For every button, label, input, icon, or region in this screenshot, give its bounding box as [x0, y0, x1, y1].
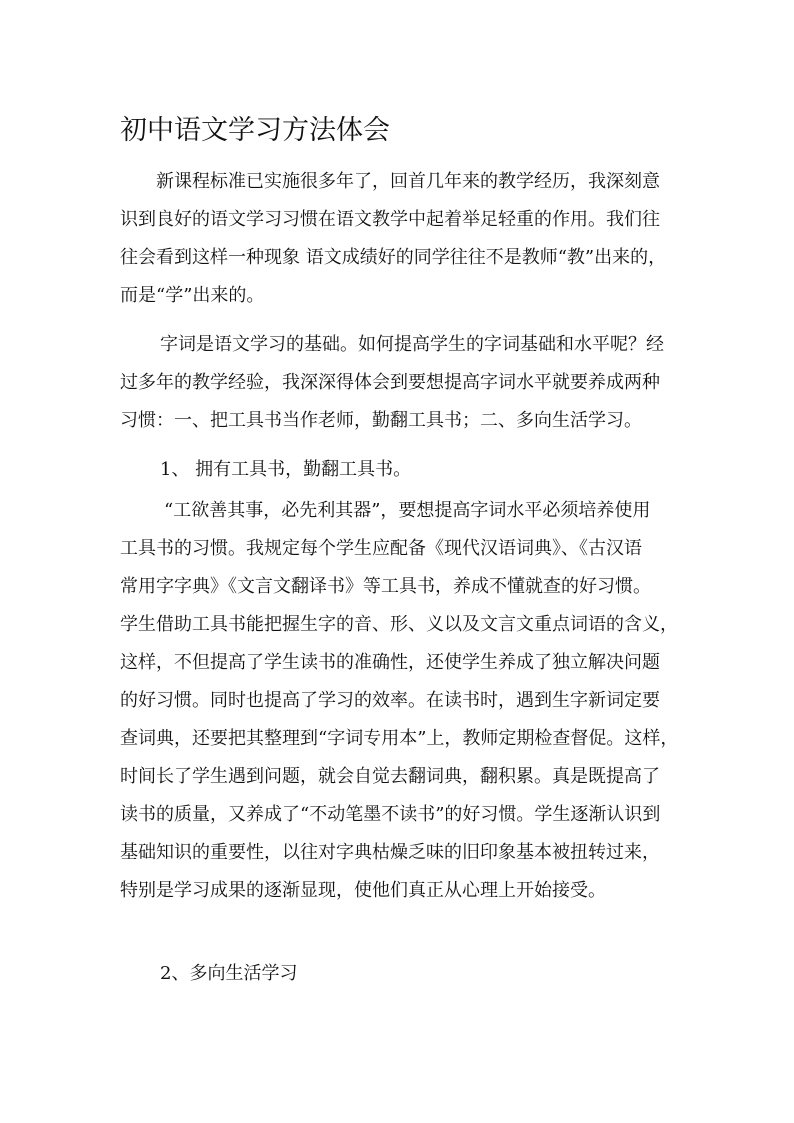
- text-line: 字词是语文学习的基础。如何提高学生的字词基础和水平呢？经: [160, 334, 664, 355]
- paragraph-intro: [120, 163, 680, 315]
- text-line: 新课程标准已实施很多年了，回首几年来的教学经历，我深刻意: [156, 171, 660, 192]
- text-line: 读书的质量，又养成了“不动笔墨不读书”的好习惯。学生逐渐认识到: [120, 804, 661, 825]
- paragraph-vocabulary: [120, 326, 680, 440]
- text-line: 工具书的习惯。我规定每个学生应配备《现代汉语词典》、《古汉语: [120, 538, 642, 559]
- paragraph-reference-books: [120, 492, 680, 910]
- text-line: 而是“学”出来的。: [120, 285, 265, 306]
- text-line: 常用字字典》《文言文翻译书》等工具书，养成不懂就查的好习惯。: [120, 576, 651, 597]
- text-line: 特别是学习成果的逐渐显现，使他们真正从心理上开始接受。: [120, 880, 606, 901]
- text-line: 的好习惯。同时也提高了学习的效率。在读书时，遇到生字新词定要: [120, 690, 660, 711]
- document-title: 初中语文学习方法体会: [120, 115, 390, 146]
- text-line: “工欲善其事，必先利其器”，要想提高字词水平必须培养使用: [164, 500, 651, 521]
- text-line: 习惯：一、把工具书当作老师，勤翻工具书；二、多向生活学习。: [120, 410, 642, 431]
- section-heading-1: [120, 451, 680, 489]
- section-heading-2: [120, 955, 680, 993]
- text-line: 2、多向生活学习: [160, 963, 298, 984]
- text-line: 这样，不但提高了学生读书的准确性，还使学生养成了独立解决问题: [120, 652, 660, 673]
- text-line: 查词典，还要把其整理到“字词专用本”上，教师定期检查督促。这样，: [120, 728, 679, 749]
- text-line: 往会看到这样一种现象 语文成绩好的同学往往不是教师“教”出来的，: [120, 247, 667, 268]
- text-line: 时间长了学生遇到问题，就会自觉去翻词典，翻积累。真是既提高了: [120, 766, 660, 787]
- text-line: 识到良好的语文学习习惯在语文教学中起着举足轻重的作用。我们往: [120, 209, 660, 230]
- text-line: 学生借助工具书能把握生字的音、形、义以及文言文重点词语的含义，: [120, 614, 678, 635]
- text-line: 1、 拥有工具书，勤翻工具书。: [160, 459, 412, 480]
- text-line: 基础知识的重要性，以往对字典枯燥乏味的旧印象基本被扭转过来，: [120, 842, 660, 863]
- text-line: 过多年的教学经验，我深深得体会到要想提高字词水平就要养成两种: [120, 372, 660, 393]
